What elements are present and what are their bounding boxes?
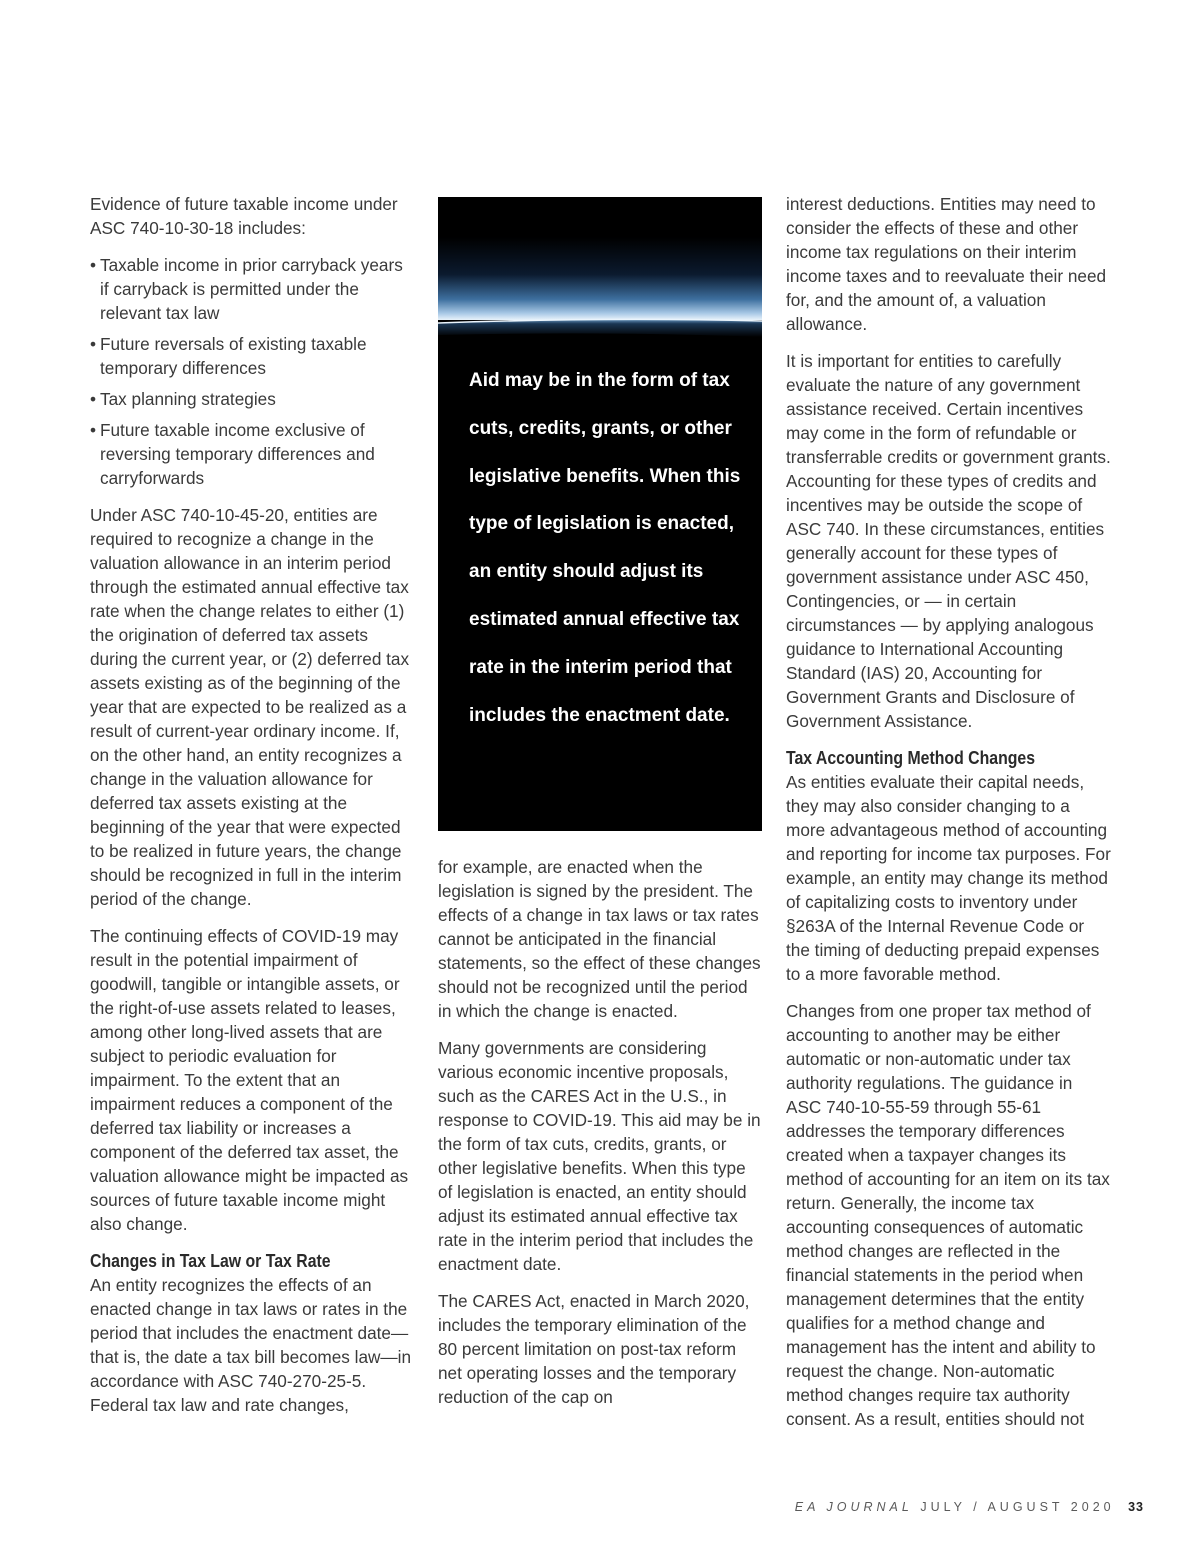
paragraph: Many governments are considering various economic incentive proposals, such as the CARES Act in the U.S., in response to COVID-19. This aid may be in the form of tax cuts, credits, grants, or other legislative benefits. When this type of legislation is enacted, an entity should adjust its estimated annual effective tax rate in the interim period that includes the enactment date. <box>438 1038 761 1274</box>
list-item: • Future reversals of existing taxable temporary differences <box>90 332 415 380</box>
pull-quote-text: Aid may be in the form of tax cuts, credits, grants, or other legislative benefits. When this type of legislation is enacted, an entity should adjust its estimated annual effective tax rate in the interim period that includes the enactment date. <box>469 370 741 726</box>
intro-paragraph: Evidence of future taxable income under ASC 740-10-30-18 includes: <box>90 194 398 238</box>
list-item: • Future taxable income exclusive of reversing temporary differences and carryforwards <box>90 418 415 490</box>
list-item: • Taxable income in prior carryback years if carryback is permitted under the relevant tax law <box>90 253 415 325</box>
paragraph: Changes from one proper tax method of accounting to another may be either automatic or non-automatic under tax authority regulations. The guidance in ASC 740-10-55-59 through 55-61 addresses the temporary differences created when a taxpayer changes its method of accounting for an item on its tax return. Generally, the income tax accounting consequences of automatic method changes are reflected in the financial statements in the period when management determines that the entity qualifies for a method change and management has the intent and ability to request the change. Non-automatic method changes require tax authority consent. As a result, entities should not <box>786 1001 1110 1429</box>
issue-date: JULY / AUGUST 2020 <box>920 1500 1115 1514</box>
paragraph: As entities evaluate their capital needs, they may also consider changing to a more advantageous method of accounting and reporting for income tax purposes. For example, an entity may change its method of capitalizing costs to inventory under §263A of the Internal Revenue Code or the timing of deducting prepaid expenses to a more favorable method. <box>786 772 1111 984</box>
page-number: 33 <box>1128 1500 1144 1514</box>
paragraph: The continuing effects of COVID-19 may result in the potential impairment of goodwill, tangible or intangible assets, or the right-of-use assets related to leases, among other long-lived assets that are subject to periodic evaluation for impairment. To the extent that an impairment reduces a component of the deferred tax liability or increases a component of the deferred tax asset, the valuation allowance might be impacted as sources of future taxable income might also change. <box>90 926 409 1234</box>
paragraph: The CARES Act, enacted in March 2020, includes the temporary elimination of the 80 percent limitation on post-tax reform net operating losses and the temporary reduction of the cap on <box>438 1291 750 1407</box>
page-footer <box>795 1500 1144 1514</box>
section-heading: Tax Accounting Method Changes <box>786 748 1036 768</box>
earth-horizon-image <box>438 197 762 357</box>
column-3 <box>786 192 1111 1444</box>
column-2 <box>438 855 763 1422</box>
list-item: • Tax planning strategies <box>90 387 415 411</box>
column-1 <box>90 192 415 1430</box>
paragraph: Under ASC 740-10-45-20, entities are required to recognize a change in the valuation allowance in an interim period through the estimated annual effective tax rate when the change relates to either (1) the origination of deferred tax assets during the current year, or (2) deferred tax assets existing as of the beginning of the year that are expected to be realized as a result of current-year ordinary income. If, on the other hand, an entity recognizes a change in the valuation allowance for deferred tax assets existing at the beginning of the year that were expected to be realized in future years, the change should be recognized in full in the interim period of the change. <box>90 505 410 909</box>
paragraph: It is important for entities to carefully evaluate the nature of any government assistance received. Certain incentives may come in the form of refundable or transferrable credits or government grants. Accounting for these types of credits and incentives may be outside the scope of ASC 740. In these circumstances, entities generally account for these types of government assistance under ASC 450, Contingencies, or — in certain circumstances — by applying analogous guidance to International Accounting Standard (IAS) 20, Accounting for Government Grants and Disclosure of Government Assistance. <box>786 351 1111 731</box>
evidence-list <box>90 253 415 490</box>
journal-name: EA JOURNAL <box>794 1500 913 1514</box>
pull-quote-box <box>438 197 762 831</box>
section-heading: Changes in Tax Law or Tax Rate <box>90 1251 331 1271</box>
paragraph: An entity recognizes the effects of an enacted change in tax laws or rates in the period that includes the enactment date—that is, the date a tax bill becomes law—in accordance with ASC 740-270-25-5. Federal tax law and rate changes, <box>90 1275 411 1415</box>
paragraph: interest deductions. Entities may need to consider the effects of these and other income tax regulations on their interim income taxes and to reevaluate their need for, and the amount of, a valuation allowance. <box>786 194 1107 334</box>
paragraph: for example, are enacted when the legislation is signed by the president. The effects of a change in tax laws or tax rates cannot be anticipated in the financial statements, so the effect of these changes should not be recognized until the period in which the change is enacted. <box>438 857 761 1021</box>
